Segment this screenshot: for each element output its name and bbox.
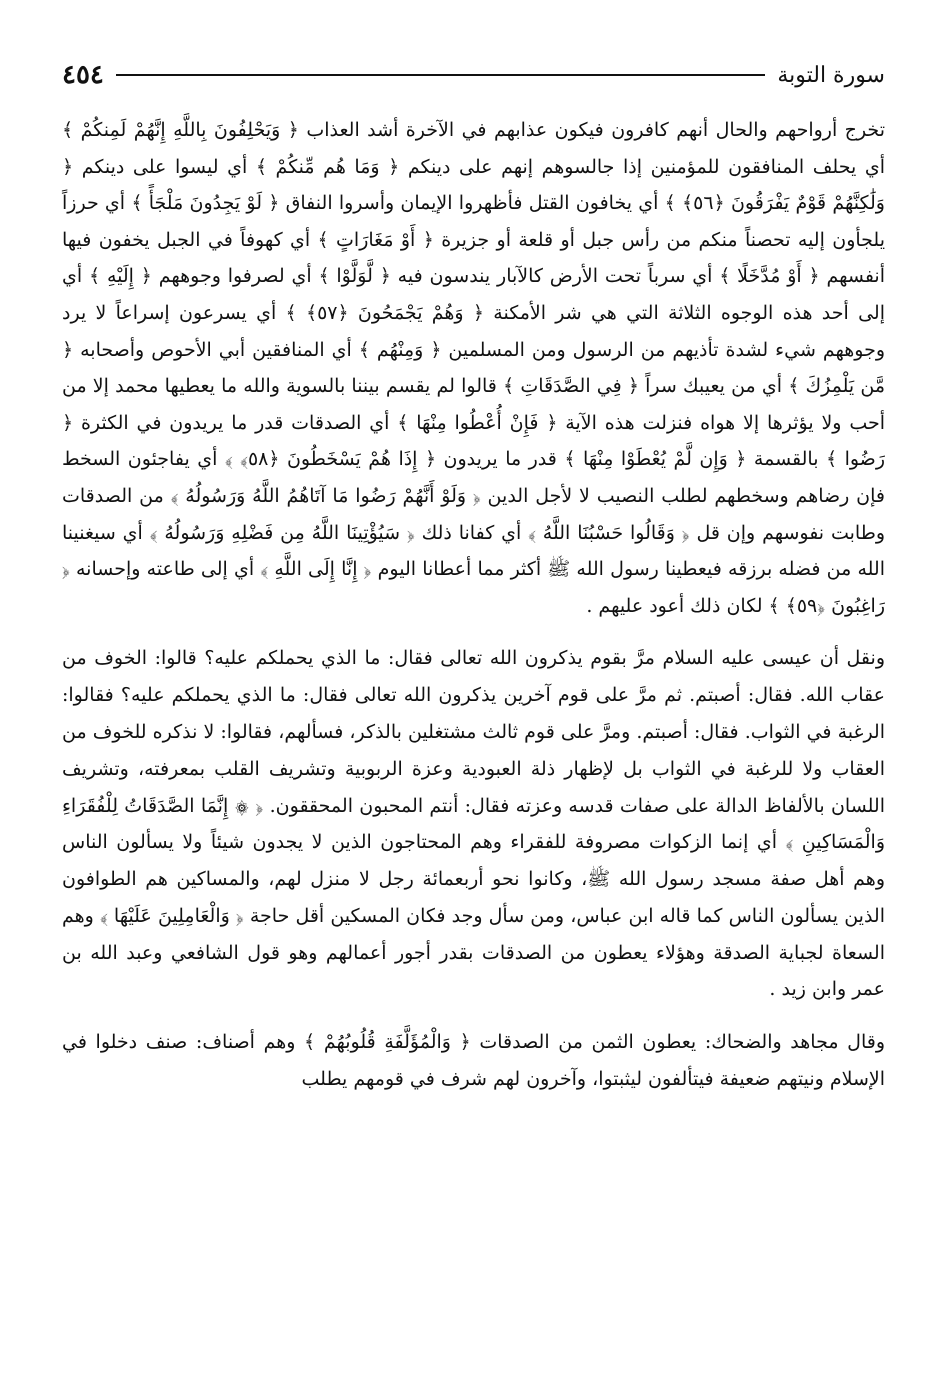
page-number: ٤٥٤	[62, 60, 104, 90]
tafsir-paragraph-2: ونقل أن عيسى عليه السلام مرَّ بقوم يذكرون الله تعالى فقال: ما الذي يحملكم عليه؟ قالوا: الخوف من عقاب الله. فقال: أصبتم. ثم مرَّ على قوم آخرين يذكرون الله تعالى فقال: ما الذي يحملكم عليه؟ فقالوا: الرغبة في الثواب. فقال: أصبتم. ومرَّ على قوم ثالث مشتغلين بالذكر، فسألهم، فقالوا: لا نذكره للخوف من العقاب ولا للرغبة في الثواب بل لإظهار ذلة العبودية وعزة الربوبية وتشريف القلب بمعرفته، وتشريف اللسان بالألفاظ الدالة على صفات قدسه وعزته فقال: أنتم المحبون المحققون. ﴿ ۞ إِنَّمَا الصَّدَقَاتُ لِلْفُقَرَاءِ وَالْمَسَاكِينِ ﴾ أي إنما الزكوات مصروفة للفقراء وهم المحتاجون الذين لا يجدون شيئاً ولا يسألون الناس وهم أهل صفة مسجد رسول الله ﷺ، وكانوا نحو أربعمائة رجل لا منزل لهم، والمساكين هم الطوافون الذين يسألون الناس كما قاله ابن عباس، ومن سأل وجد فكان المسكين أقل حاجة ﴿ وَالْعَامِلِينَ عَلَيْهَا ﴾ وهم السعاة لجباية الصدقة وهؤلاء يعطون من الصدقات بقدر أجور أعمالهم وهو قول الشافعي وعبد الله بن عمر وابن زيد .	[62, 647, 885, 1001]
surah-title: سورة التوبة	[777, 62, 885, 88]
tafsir-paragraph-1: تخرج أرواحهم والحال أنهم كافرون فيكون عذابهم في الآخرة أشد العذاب ﴿ وَيَحْلِفُونَ بِاللَّهِ إِنَّهُمْ لَمِنكُمْ ﴾ أي يحلف المنافقون للمؤمنين إذا جالسوهم إنهم على دينكم ﴿ وَمَا هُم مِّنكُمْ ﴾ أي ليسوا على دينكم ﴿ وَلَٰكِنَّهُمْ قَوْمٌ يَفْرَقُونَ ﴿٥٦﴾ ﴾ أي يخافون القتل فأظهروا الإيمان وأسروا النفاق ﴿ لَوْ يَجِدُونَ مَلْجَأً ﴾ أي حرزاً يلجأون إليه تحصناً منكم من رأس جبل أو قلعة أو جزيرة ﴿ أَوْ مَغَارَاتٍ ﴾ أي كهوفاً في الجبل يخفون فيها أنفسهم ﴿ أَوْ مُدَّخَلًا ﴾ أي سرباً تحت الأرض كالآبار يندسون فيه ﴿ لَّوَلَّوْا ﴾ أي لصرفوا وجوههم ﴿ إِلَيْهِ ﴾ أي إلى أحد هذه الوجوه الثلاثة التي هي شر الأمكنة ﴿ وَهُمْ يَجْمَحُونَ ﴿٥٧﴾ ﴾ أي يسرعون إسراعاً لا يرد وجوههم شيء لشدة تأذيهم من الرسول ومن المسلمين ﴿ وَمِنْهُم ﴾ أي المنافقين أبي الأحوص وأصحابه ﴿ مَّن يَلْمِزُكَ ﴾ أي من يعيبك سراً ﴿ فِي الصَّدَقَاتِ ﴾ قالوا لم يقسم بيننا بالسوية والله ما يعطيها محمد إلا من أحب ولا يؤثرها إلا هواه فنزلت هذه الآية ﴿ فَإِنْ أُعْطُوا مِنْهَا ﴾ أي الصدقات قدر ما يريدون في الكثرة ﴿ رَضُوا ﴾ بالقسمة ﴿ وَإِن لَّمْ يُعْطَوْا مِنْهَا ﴾ قدر ما يريدون ﴿ إِذَا هُمْ يَسْخَطُونَ ﴿٥٨﴾ ﴾ أي يفاجئون السخط فإن رضاهم وسخطهم لطلب النصيب لا لأجل الدين ﴿ وَلَوْ أَنَّهُمْ رَضُوا مَا آتَاهُمُ اللَّهُ وَرَسُولُهُ ﴾ من الصدقات وطابت نفوسهم وإن قل ﴿ وَقَالُوا حَسْبُنَا اللَّهُ ﴾ أي كفانا ذلك ﴿ سَيُؤْتِينَا اللَّهُ مِن فَضْلِهِ وَرَسُولُهُ ﴾ أي سيغنينا الله من فضله برزقه فيعطينا رسول الله ﷺ أكثر مما أعطانا اليوم ﴿ إِنَّا إِلَى اللَّهِ ﴾ أي إلى طاعته وإحسانه ﴿ رَاغِبُونَ ﴿٥٩﴾ ﴾ لكان ذلك أعود عليهم .	[62, 119, 885, 617]
tafsir-paragraph-3: وقال مجاهد والضحاك: يعطون الثمن من الصدقات ﴿ وَالْمُؤَلَّفَةِ قُلُوبُهُمْ ﴾ وهم أصناف: صنف دخلوا في الإسلام ونيتهم ضعيفة فيتألفون ليثبتوا، وآخرون لهم شرف في قومهم يطلب	[62, 1031, 885, 1091]
header-rule	[116, 74, 765, 76]
page-body	[62, 112, 885, 1348]
page-header	[62, 58, 885, 92]
